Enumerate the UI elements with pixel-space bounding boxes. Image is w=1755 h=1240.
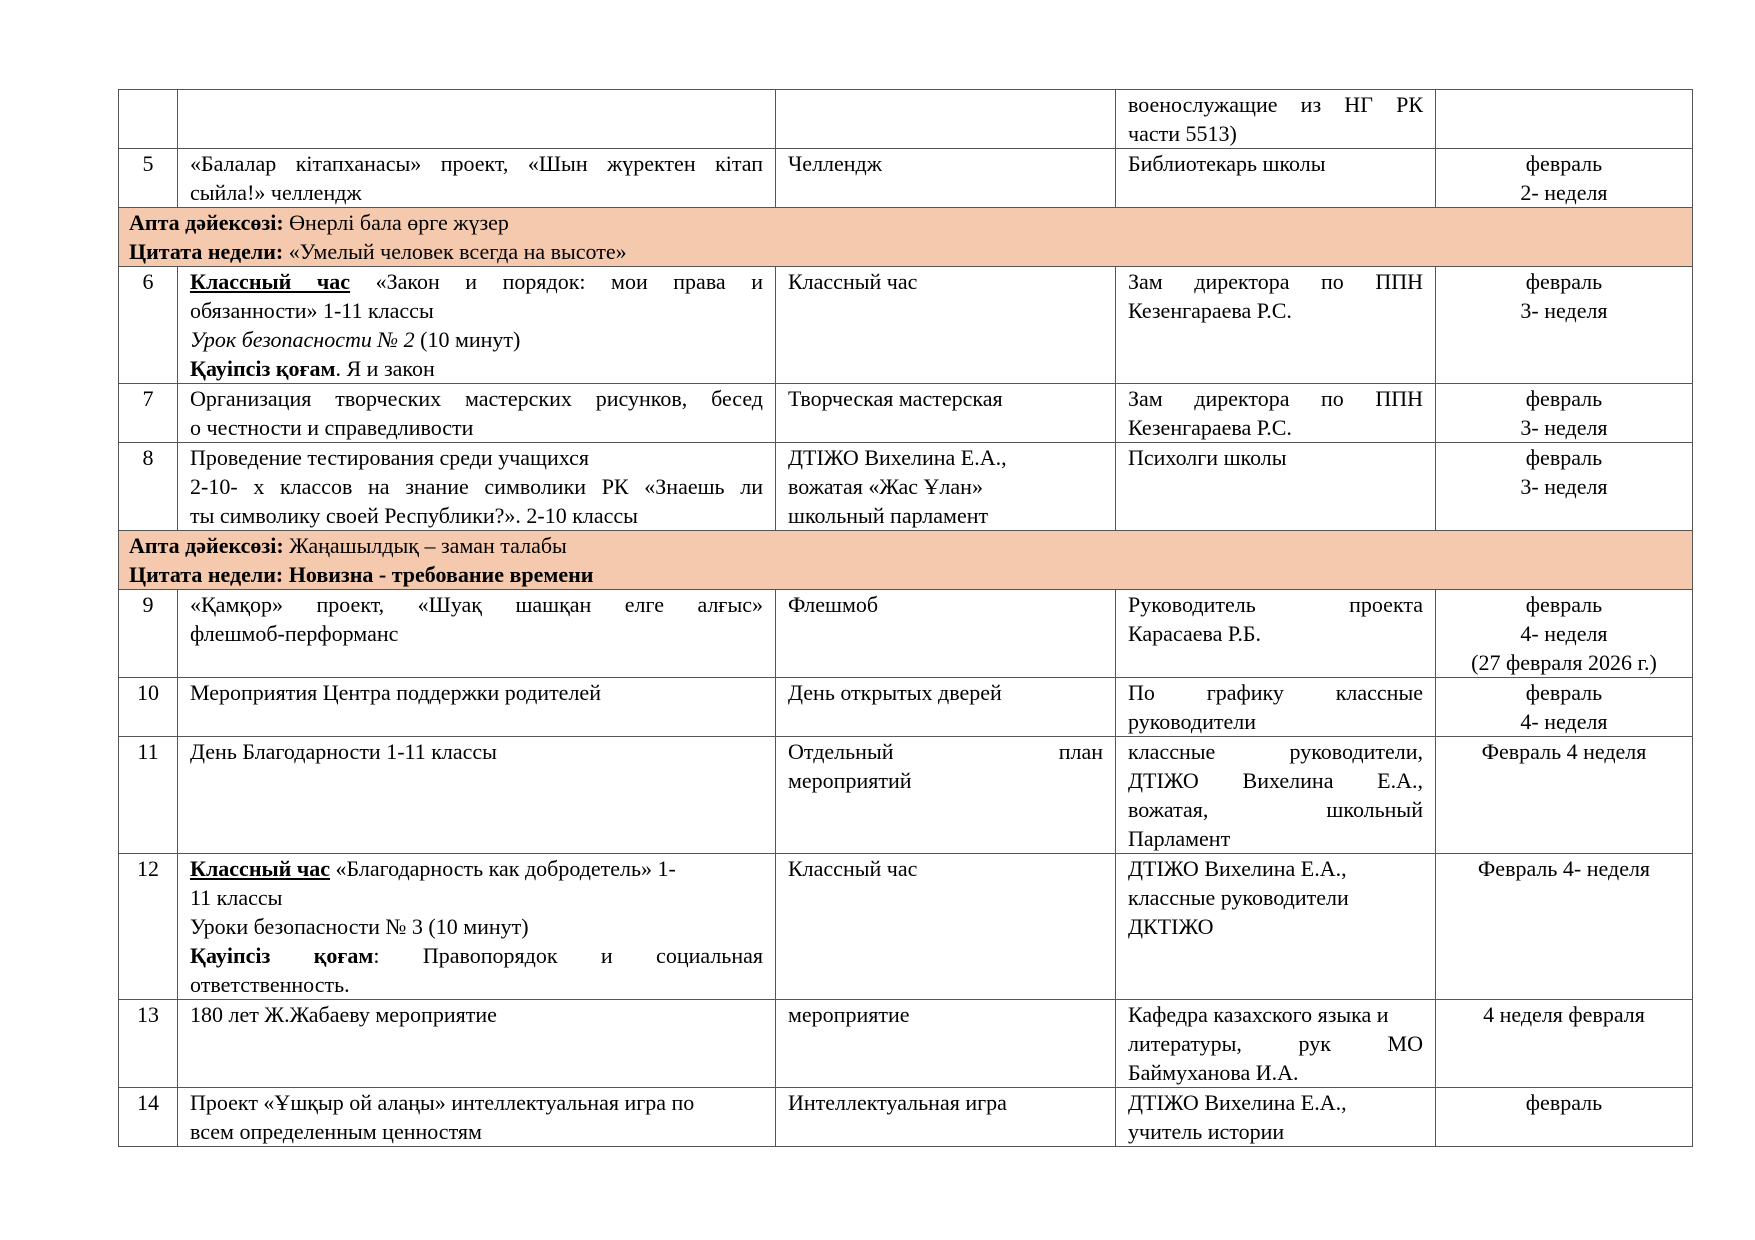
row-number-cell: 13 <box>119 1000 178 1088</box>
event-cell <box>178 1088 776 1147</box>
responsible-line: руководители <box>1128 709 1256 734</box>
form-line: Отдельный план <box>788 739 1103 764</box>
row-number-cell: 11 <box>119 737 178 854</box>
date-cell: Февраль 4 неделя <box>1436 737 1693 854</box>
event-line: всем определенным ценностям <box>190 1119 482 1144</box>
event-line: Классный час «Закон и порядок: мои права и <box>190 269 763 294</box>
event-line: 11 классы <box>190 885 283 910</box>
responsible-cell <box>1116 384 1436 443</box>
table-row <box>119 737 1693 854</box>
form-line: вожатая «Жас Ұлан» <box>788 474 983 499</box>
responsible-line: Зам директора по ППН <box>1128 386 1423 411</box>
event-line: Қауіпсіз қоғам. Я и закон <box>190 356 435 381</box>
form-cell: День открытых дверей <box>776 678 1116 737</box>
table-row <box>119 443 1693 531</box>
responsible-line: вожатая, школьный <box>1128 797 1423 822</box>
event-line: Урок безопасности № 2 (10 минут) <box>190 327 521 352</box>
event-line: флешмоб-перформанс <box>190 621 399 646</box>
form-line: школьный парламент <box>788 503 989 528</box>
date-cell: Февраль 4- неделя <box>1436 854 1693 1000</box>
row-number-cell: 5 <box>119 149 178 208</box>
event-line: сыйла!» челлендж <box>190 180 362 205</box>
responsible-line: Баймуханова И.А. <box>1128 1060 1299 1085</box>
row-number-cell: 8 <box>119 443 178 531</box>
form-cell: Челлендж <box>776 149 1116 208</box>
event-line: «Балалар кітапханасы» проект, «Шын жүректен кітап <box>190 151 763 176</box>
date-line: (27 февраля 2026 г.) <box>1471 650 1657 675</box>
responsible-line: Кезенгараева Р.С. <box>1128 298 1292 323</box>
form-cell <box>776 90 1116 149</box>
event-cell <box>178 149 776 208</box>
responsible-line: Зам директора по ППН <box>1128 269 1423 294</box>
table-row <box>119 678 1693 737</box>
form-cell: Классный час <box>776 854 1116 1000</box>
table-row <box>119 1088 1693 1147</box>
row-number-cell: 9 <box>119 590 178 678</box>
event-line: Классный час «Благодарность как добродетель» 1- <box>190 856 676 881</box>
responsible-line: ДКТІЖО <box>1128 914 1214 939</box>
event-line: ответственность. <box>190 972 350 997</box>
responsible-line: Кафедра казахского языка и <box>1128 1002 1389 1027</box>
form-cell: Классный час <box>776 267 1116 384</box>
event-cell <box>178 854 776 1000</box>
form-cell: мероприятие <box>776 1000 1116 1088</box>
row-number-cell: 14 <box>119 1088 178 1147</box>
event-line: Уроки безопасности № 3 (10 минут) <box>190 914 529 939</box>
event-line: обязанности» 1-11 классы <box>190 298 434 323</box>
date-line: февраль <box>1525 445 1603 470</box>
week-quote-cell <box>119 531 1693 590</box>
date-line: февраль <box>1525 592 1603 617</box>
responsible-line: ДТІЖО Вихелина Е.А., <box>1128 1090 1347 1115</box>
week-quote-row <box>119 531 1693 590</box>
date-cell <box>1436 149 1693 208</box>
date-line: февраль <box>1525 151 1603 176</box>
responsible-line: ДТІЖО Вихелина Е.А., <box>1128 856 1347 881</box>
responsible-line: классные руководители <box>1128 885 1349 910</box>
table-row <box>119 854 1693 1000</box>
responsible-line: Карасаева Р.Б. <box>1128 621 1261 646</box>
event-cell: День Благодарности 1-11 классы <box>178 737 776 854</box>
date-cell <box>1436 590 1693 678</box>
event-cell <box>178 90 776 149</box>
week-quote-cell <box>119 208 1693 267</box>
date-line: февраль <box>1525 269 1603 294</box>
responsible-line: классные руководители, <box>1128 739 1423 764</box>
quote-kz: Апта дәйексөзі: Өнерлі бала өрге жүзер <box>129 210 509 235</box>
row-number-cell <box>119 90 178 149</box>
date-cell <box>1436 267 1693 384</box>
responsible-cell <box>1116 737 1436 854</box>
table-row <box>119 384 1693 443</box>
form-cell <box>776 737 1116 854</box>
event-line: Проект «Ұшқыр ой алаңы» интеллектуальная игра по <box>190 1090 695 1115</box>
event-line: Проведение тестирования среди учащихся <box>190 445 589 470</box>
event-line: о честности и справедливости <box>190 415 474 440</box>
event-line: 2-10- х классов на знание символики РК «Знаешь ли <box>190 474 763 499</box>
form-cell: Творческая мастерская <box>776 384 1116 443</box>
date-cell <box>1436 90 1693 149</box>
event-cell: 180 лет Ж.Жабаеву мероприятие <box>178 1000 776 1088</box>
quote-ru: Цитата недели: Новизна - требование времени <box>129 562 594 587</box>
form-cell: Флешмоб <box>776 590 1116 678</box>
row-number-cell: 10 <box>119 678 178 737</box>
events-plan-table <box>118 89 1693 1147</box>
date-cell <box>1436 384 1693 443</box>
event-cell <box>178 384 776 443</box>
event-cell: Мероприятия Центра поддержки родителей <box>178 678 776 737</box>
responsible-cell <box>1116 267 1436 384</box>
table-row <box>119 590 1693 678</box>
date-cell: 4 неделя февраля <box>1436 1000 1693 1088</box>
row-number-cell: 6 <box>119 267 178 384</box>
responsible-cell <box>1116 1088 1436 1147</box>
event-line: Қауіпсіз қоғам: Правопорядок и социальная <box>190 943 763 968</box>
event-cell <box>178 590 776 678</box>
event-line: ты символику своей Республики?». 2-10 классы <box>190 503 638 528</box>
table-row <box>119 267 1693 384</box>
form-line: ДТІЖО Вихелина Е.А., <box>788 445 1007 470</box>
table-row <box>119 90 1693 149</box>
date-line: 3- неделя <box>1520 298 1608 323</box>
week-quote-row <box>119 208 1693 267</box>
form-line: мероприятий <box>788 768 912 793</box>
responsible-line: литературы, рук МО <box>1128 1031 1423 1056</box>
responsible-line: Кезенгараева Р.С. <box>1128 415 1292 440</box>
responsible-cell <box>1116 1000 1436 1088</box>
event-line: Организация творческих мастерских рисунков, бесед <box>190 386 763 411</box>
form-cell: Интеллектуальная игра <box>776 1088 1116 1147</box>
responsible-cell: Психолги школы <box>1116 443 1436 531</box>
responsible-line: военослужащие из НГ РК <box>1128 92 1423 117</box>
responsible-line: части 5513) <box>1128 121 1237 146</box>
date-line: 2- неделя <box>1520 180 1608 205</box>
responsible-line: Руководитель проекта <box>1128 592 1423 617</box>
responsible-cell <box>1116 90 1436 149</box>
table-row <box>119 149 1693 208</box>
event-cell <box>178 267 776 384</box>
date-line: февраль <box>1525 386 1603 411</box>
date-line: 4- неделя <box>1520 709 1608 734</box>
date-line: февраль <box>1525 680 1603 705</box>
date-line: 3- неделя <box>1520 474 1608 499</box>
event-cell <box>178 443 776 531</box>
date-cell <box>1436 443 1693 531</box>
responsible-line: ДТІЖО Вихелина Е.А., <box>1128 768 1423 793</box>
form-cell <box>776 443 1116 531</box>
responsible-cell <box>1116 590 1436 678</box>
date-cell: февраль <box>1436 1088 1693 1147</box>
responsible-cell <box>1116 854 1436 1000</box>
responsible-cell: Библиотекарь школы <box>1116 149 1436 208</box>
quote-kz: Апта дәйексөзі: Жаңашылдық – заман талабы <box>129 533 567 558</box>
row-number-cell: 7 <box>119 384 178 443</box>
responsible-line: учитель истории <box>1128 1119 1285 1144</box>
quote-ru: Цитата недели: «Умелый человек всегда на высоте» <box>129 239 627 264</box>
responsible-cell <box>1116 678 1436 737</box>
row-number-cell: 12 <box>119 854 178 1000</box>
date-line: 3- неделя <box>1520 415 1608 440</box>
responsible-line: По графику классные <box>1128 680 1423 705</box>
table-row <box>119 1000 1693 1088</box>
date-line: 4- неделя <box>1520 621 1608 646</box>
responsible-line: Парламент <box>1128 826 1231 851</box>
date-cell <box>1436 678 1693 737</box>
event-line: «Қамқор» проект, «Шуақ шашқан елге алғыс» <box>190 592 763 617</box>
